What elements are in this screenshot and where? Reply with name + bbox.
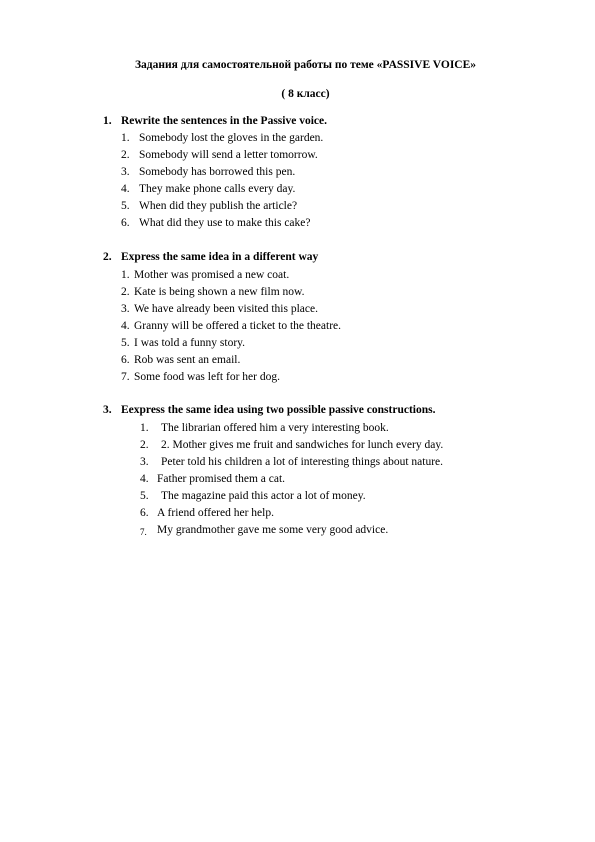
item-text: The magazine paid this actor a lot of money.	[161, 490, 366, 502]
item-number: 1.	[140, 422, 149, 434]
item-number: 4.	[140, 473, 149, 485]
item-text: I was told a funny story.	[134, 337, 246, 349]
item-number: 1.	[121, 132, 130, 144]
item-text: They make phone calls every day.	[139, 183, 296, 195]
section-heading-text: Express the same idea in a different way	[121, 251, 319, 263]
section-number: 3.	[103, 404, 112, 416]
item-number: 7.	[140, 527, 147, 537]
section-heading-text: Rewrite the sentences in the Passive voice.	[121, 115, 327, 127]
item-number: 3.	[140, 456, 149, 468]
section-heading-text: Eexpress the same idea using two possible passive constructions.	[121, 404, 436, 416]
item-number: 5.	[140, 490, 149, 502]
item-text: Rob was sent an email.	[134, 354, 241, 366]
item-text: When did they publish the article?	[139, 200, 298, 212]
item-number: 6.	[140, 507, 149, 519]
item-number: 4.	[121, 183, 130, 195]
item-number: 4.	[121, 320, 130, 332]
item-number: 5.	[121, 337, 130, 349]
item-text: The librarian offered him a very interesting book.	[161, 422, 389, 434]
item-number: 1.	[121, 269, 130, 281]
item-number: 2.	[121, 286, 130, 298]
section-number: 1.	[103, 115, 112, 127]
item-text: Somebody lost the gloves in the garden.	[139, 132, 324, 144]
item-number: 7.	[121, 371, 130, 383]
item-number: 3.	[121, 166, 130, 178]
item-text: Somebody has borrowed this pen.	[139, 166, 296, 178]
document-title: Задания для самостоятельной работы по теме «PASSIVE VOICE»	[134, 59, 477, 71]
item-text: Granny will be offered a ticket to the theatre.	[134, 320, 342, 332]
item-text: Kate is being shown a new film now.	[134, 286, 305, 298]
item-number: 5.	[121, 200, 130, 212]
section-number: 2.	[103, 251, 112, 263]
item-text: We have already been visited this place.	[134, 303, 318, 315]
item-number: 2.	[140, 439, 149, 451]
grade-label: ( 8 класс)	[281, 88, 330, 100]
item-text: A friend offered her help.	[157, 507, 274, 519]
item-number: 6.	[121, 217, 130, 229]
item-number: 6.	[121, 354, 130, 366]
item-text: My grandmother gave me some very good advice.	[157, 524, 389, 536]
item-text: Mother was promised a new coat.	[134, 269, 290, 281]
item-text: Father promised them a cat.	[157, 473, 286, 485]
item-text: What did they use to make this cake?	[139, 217, 311, 229]
item-number: 2.	[121, 149, 130, 161]
item-text: Some food was left for her dog.	[134, 371, 280, 383]
item-text: 2. Mother gives me fruit and sandwiches for lunch every day.	[161, 439, 444, 451]
item-number: 3.	[121, 303, 130, 315]
item-text: Somebody will send a letter tomorrow.	[139, 149, 318, 161]
item-text: Peter told his children a lot of interesting things about nature.	[161, 456, 444, 468]
